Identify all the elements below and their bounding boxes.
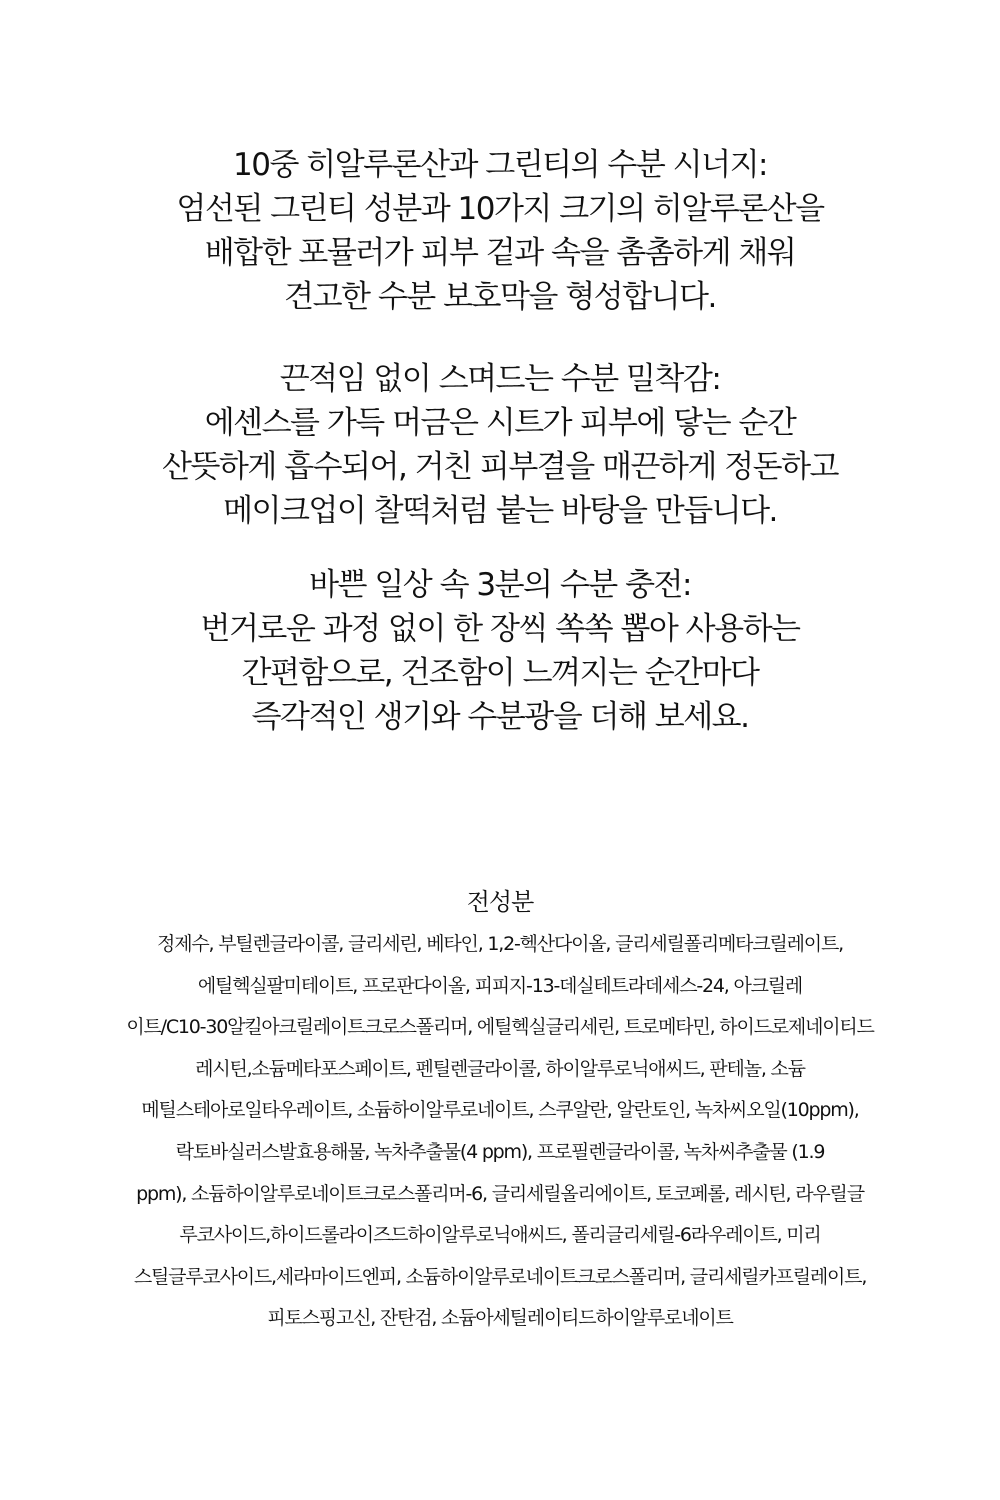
feature-text: 에센스를 가득 머금은 시트가 피부에 닿는 순간 bbox=[204, 405, 796, 441]
feature-heading: 끈적임 없이 스며드는 수분 밀착감: bbox=[279, 361, 721, 397]
ingredient-line: 레시틴,소듐메타포스페이트, 펜틸렌글라이콜, 하이알루로닉애씨드, 판테놀, 소듐 bbox=[195, 1057, 805, 1080]
feature-section-quick-charge bbox=[0, 563, 1000, 739]
feature-text: 견고한 수분 보호막을 형성합니다. bbox=[284, 279, 716, 315]
ingredient-line: 스틸글루코사이드,세라마이드엔피, 소듐하이알루로네이트크로스폴리머, 글리세릴카프릴레이트, bbox=[133, 1265, 867, 1288]
ingredient-line: ppm), 소듐하이알루로네이트크로스폴리머-6, 글리세릴올리에이트, 토코페롤, 레시틴, 라우릴글 bbox=[136, 1182, 864, 1205]
ingredient-line: 피토스핑고신, 잔탄검, 소듐아세틸레이티드하이알루로네이트 bbox=[267, 1307, 733, 1330]
feature-heading: 바쁜 일상 속 3분의 수분 충전: bbox=[309, 567, 691, 603]
feature-text: 엄선된 그린티 성분과 10가지 크기의 히알루론산을 bbox=[176, 191, 824, 227]
ingredients-heading: 전성분 bbox=[466, 888, 534, 916]
ingredient-line: 락토바실러스발효용해물, 녹차추출물(4 ppm), 프로필렌글라이콜, 녹차씨추출물 (1.9 bbox=[175, 1140, 825, 1163]
feature-section-non-sticky bbox=[0, 357, 1000, 533]
feature-text: 번거로운 과정 없이 한 장씩 쏙쏙 뽑아 사용하는 bbox=[200, 611, 800, 647]
feature-text: 메이크업이 찰떡처럼 붙는 바탕을 만듭니다. bbox=[223, 493, 777, 529]
ingredient-line: 에틸헥실팔미테이트, 프로판다이올, 피피지-13-데실테트라데세스-24, 아크릴레 bbox=[197, 974, 803, 997]
ingredient-line: 이트/C10-30알킬아크릴레이트크로스폴리머, 에틸헥실글리세린, 트로메타민, 하이드로제네이티드 bbox=[126, 1016, 874, 1039]
ingredient-line: 정제수, 부틸렌글라이콜, 글리세린, 베타인, 1,2-헥산다이올, 글리세릴폴리메타크릴레이트, bbox=[157, 933, 843, 955]
ingredient-line: 메틸스테아로일타우레이트, 소듐하이알루로네이트, 스쿠알란, 알란토인, 녹차씨오일(10ppm), bbox=[141, 1099, 859, 1122]
ingredient-line: 루코사이드,하이드롤라이즈드하이알루로닉애씨드, 폴리글리세릴-6라우레이트, 미리 bbox=[179, 1224, 821, 1247]
feature-heading: 10중 히알루론산과 그린티의 수분 시너지: bbox=[233, 147, 767, 183]
feature-text: 즉각적인 생기와 수분광을 더해 보세요. bbox=[251, 699, 749, 735]
feature-section-hydration-synergy bbox=[0, 143, 1000, 319]
feature-text: 산뜻하게 흡수되어, 거친 피부결을 매끈하게 정돈하고 bbox=[162, 449, 838, 485]
feature-text: 배합한 포뮬러가 피부 겉과 속을 촘촘하게 채워 bbox=[204, 235, 796, 271]
feature-text: 간편함으로, 건조함이 느껴지는 순간마다 bbox=[241, 655, 759, 691]
ingredients-block bbox=[0, 880, 1000, 1340]
